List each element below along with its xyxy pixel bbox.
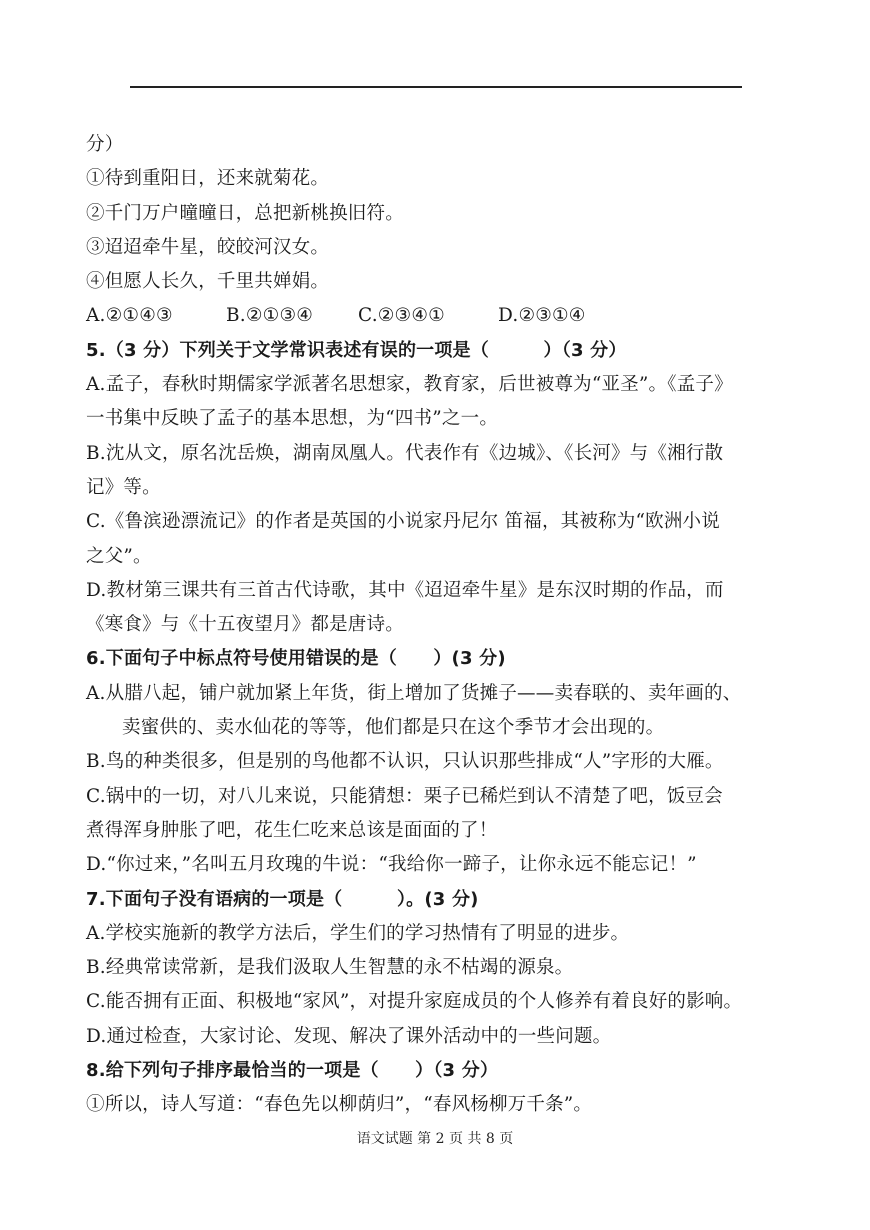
q6-line: 卖蜜供的、卖水仙花的等等，他们都是只在这个季节才会出现的。	[122, 717, 665, 739]
page-footer: 语文试题 第 2 页 共 8 页	[356, 1131, 514, 1147]
q7-stem: 7.下面句子没有语病的一项是（ ）。(3 分)	[86, 888, 479, 910]
q4-option-c: C.②③④①	[358, 305, 445, 327]
q5-line: C.《鲁滨逊漂流记》的作者是英国的小说家丹尼尔 笛福，其被称为“欧洲小说	[86, 511, 720, 533]
q4-item: ④但愿人长久，千里共婵娟。	[86, 271, 330, 293]
q5-line: 之父”。	[86, 545, 152, 567]
q4-item: ③迢迢牵牛星，皎皎河汉女。	[86, 236, 330, 258]
header-rule	[130, 86, 742, 88]
q5-line: D.教材第三课共有三首古代诗歌，其中《迢迢牵牛星》是东汉时期的作品，而	[86, 579, 724, 601]
q8-stem: 8.给下列句子排序最恰当的一项是（ ）（3 分）	[86, 1060, 499, 1082]
q7-line: A.学校实施新的教学方法后，学生们的学习热情有了明显的进步。	[86, 922, 630, 944]
q4-option-b: B.②①③④	[226, 305, 314, 327]
q4-item: ②千门万户曈曈日，总把新桃换旧符。	[86, 202, 404, 224]
q8-line: ①所以，诗人写道：“春色先以柳荫归”，“春风杨柳万千条”。	[86, 1094, 593, 1116]
q4-options	[86, 299, 786, 333]
q4-option-d: D.②③①④	[498, 305, 586, 327]
q5-line: A.孟子，春秋时期儒家学派著名思想家，教育家，后世被尊为“亚圣”。《孟子》	[86, 374, 733, 396]
q5-stem: 5.（3 分）下列关于文学常识表述有误的一项是（ ）（3 分）	[86, 339, 627, 361]
q4-option-a: A.②①④③	[86, 305, 173, 327]
q6-stem: 6.下面句子中标点符号使用错误的是（ ）(3 分)	[86, 648, 506, 670]
q5-line: 记》等。	[86, 476, 161, 498]
q7-line: B.经典常读常新，是我们汲取人生智慧的永不枯竭的源泉。	[86, 957, 574, 979]
q7-line: C.能否拥有正面、积极地“家风”，对提升家庭成员的个人修养有着良好的影响。	[86, 991, 743, 1013]
q6-line: A.从腊八起，铺户就加紧上年货，街上增加了货摊子——卖春联的、卖年画的、	[86, 682, 742, 704]
q6-line: B.鸟的种类很多，但是别的鸟他都不认识，只认识那些排成“人”字形的大雁。	[86, 751, 724, 773]
q7-line: D.通过检查，大家讨论、发现、解决了课外活动中的一些问题。	[86, 1025, 612, 1047]
page-content	[86, 128, 786, 1123]
q6-line: C.锅中的一切，对八儿来说，只能猜想：栗子已稀烂到认不清楚了吧，饭豆会	[86, 785, 723, 807]
q5-line: 《寒食》与《十五夜望月》都是唐诗。	[86, 614, 404, 636]
q6-line: 煮得浑身肿胀了吧，花生仁吃来总该是面面的了！	[86, 819, 498, 841]
q6-line: D.“你过来，”名叫五月玫瑰的牛说：“我给你一蹄子，让你永远不能忘记！”	[86, 854, 697, 876]
q4-item: ①待到重阳日，还来就菊花。	[86, 168, 330, 190]
q5-line: B.沈从文，原名沈岳焕，湖南凤凰人。代表作有《边城》、《长河》与《湘行散	[86, 442, 724, 464]
continuation-text: 分）	[86, 134, 124, 155]
q5-line: 一书集中反映了孟子的基本思想，为“四书”之一。	[86, 408, 499, 430]
